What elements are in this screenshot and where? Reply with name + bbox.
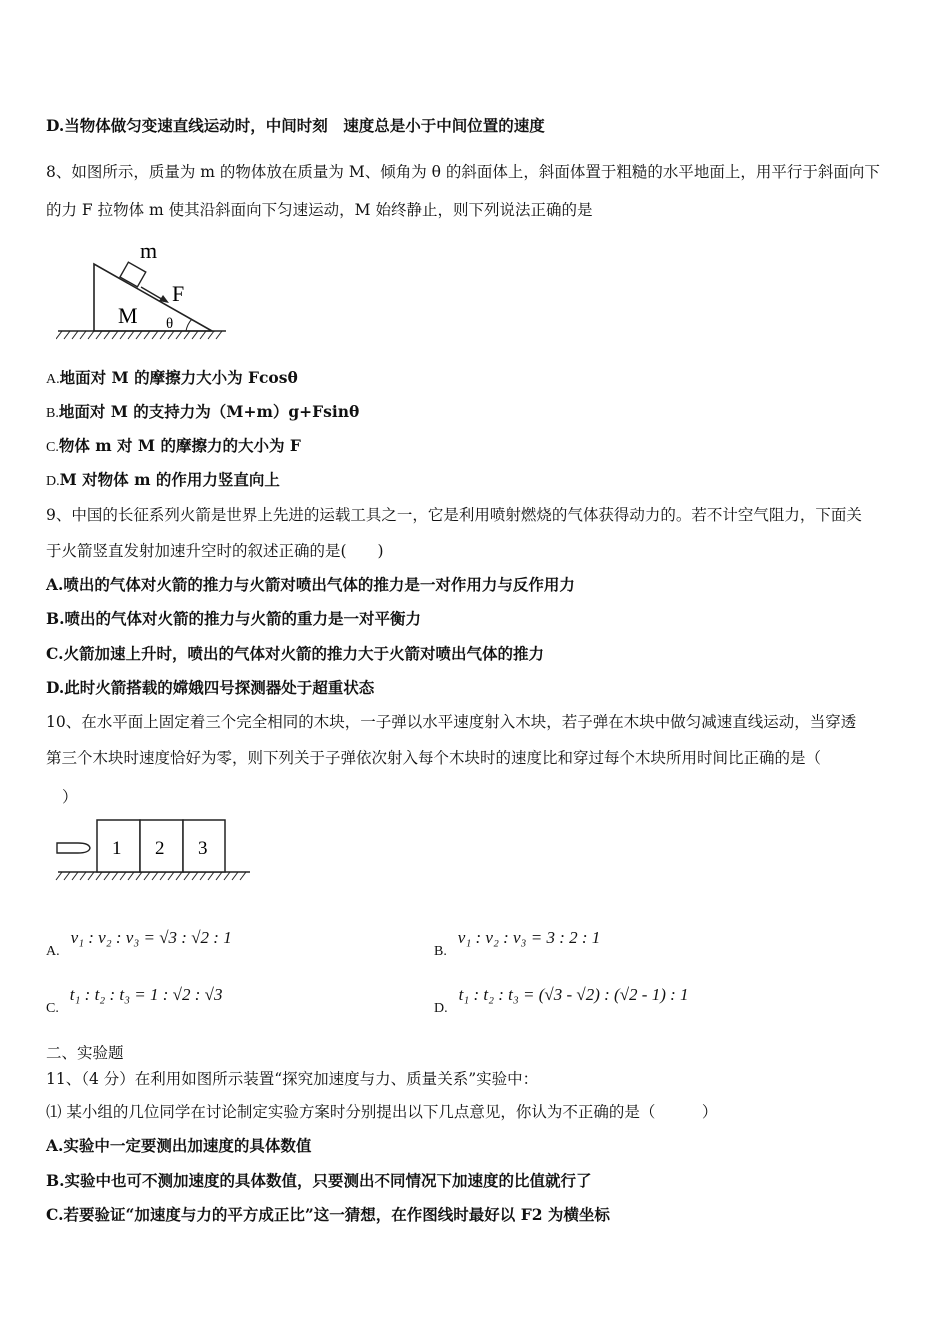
- q11-option-a: A.实验中一定要测出加速度的具体数值: [46, 1136, 312, 1155]
- q11-sub1: ⑴ 某小组的几位同学在讨论制定实验方案时分别提出以下几点意见，你认为不正确的是（ ）: [46, 1103, 718, 1121]
- block-label-3: 3: [198, 838, 208, 859]
- label-theta: θ: [166, 316, 174, 332]
- q11-option-c: C.若要验证“加速度与力的平方成正比”这一猜想，在作图线时最好以 F2 为横坐标: [46, 1205, 610, 1224]
- q10-stem-line1: 10、在水平面上固定着三个完全相同的木块，一子弹以水平速度射入木块，若子弹在木块中做匀减速直线运动，当穿透: [46, 713, 857, 731]
- blocks-figure: [54, 816, 254, 884]
- q9-option-c: C.火箭加速上升时，喷出的气体对火箭的推力大于火箭对喷出气体的推力: [46, 644, 544, 663]
- q10-option-a: A. v₁ : v₂ : v₃ = √3 : √2 : 1: [46, 928, 232, 959]
- incline-wedge: [94, 264, 212, 331]
- q8-option-a: A.地面对 M 的摩擦力大小为 Fcosθ: [46, 368, 298, 387]
- q9-stem-line1: 9、中国的长征系列火箭是世界上先进的运载工具之一，它是利用喷射燃烧的气体获得动力的。若不计空气阻力，下面关: [46, 506, 862, 524]
- q10-formula-d: t₁ : t₂ : t₃ = (√3 - √2) : (√2 - 1) : 1: [458, 985, 689, 1004]
- q10-formula-b: v₁ : v₂ : v₃ = 3 : 2 : 1: [457, 928, 601, 947]
- label-M: M: [118, 303, 138, 328]
- label-F: F: [172, 281, 185, 306]
- block-label-2: 2: [155, 838, 165, 859]
- q10-option-d: D. t₁ : t₂ : t₃ = (√3 - √2) : (√2 - 1) : 1: [434, 985, 689, 1016]
- q9-option-a: A.喷出的气体对火箭的推力与火箭对喷出气体的推力是一对作用力与反作用力: [46, 575, 575, 594]
- block-label-1: 1: [112, 838, 122, 859]
- q10-stem-line3: ）: [62, 788, 78, 806]
- q11-option-b: B.实验中也可不测加速度的具体数值，只要测出不同情况下加速度的比值就行了: [46, 1171, 592, 1190]
- q9-option-b: B.喷出的气体对火箭的推力与火箭的重力是一对平衡力: [46, 609, 421, 628]
- label-m: m: [140, 238, 158, 263]
- q8-option-c: C.物体 m 对 M 的摩擦力的大小为 F: [46, 436, 301, 455]
- incline-figure: [56, 238, 231, 344]
- q10-option-c: C. t₁ : t₂ : t₃ = 1 : √2 : √3: [46, 985, 223, 1016]
- section-title: 二、实验题: [46, 1044, 124, 1062]
- bullet: [57, 843, 90, 853]
- q8-stem-line1: 8、如图所示，质量为 m 的物体放在质量为 M、倾角为 θ 的斜面体上，斜面体置于粗糙的水平地面上，用平行于斜面向下: [46, 163, 880, 181]
- q10-formula-a: v₁ : v₂ : v₃ = √3 : √2 : 1: [70, 928, 232, 947]
- q9-stem-line2: 于火箭竖直发射加速升空时的叙述正确的是( ): [46, 542, 384, 560]
- block-m: [120, 262, 146, 287]
- q8-stem-line2: 的力 F 拉物体 m 使其沿斜面向下匀速运动，M 始终静止，则下列说法正确的是: [46, 201, 593, 219]
- q10-formula-c: t₁ : t₂ : t₃ = 1 : √2 : √3: [69, 985, 223, 1004]
- q8-option-b: B.地面对 M 的支持力为（M+m）g+Fsinθ: [46, 402, 360, 421]
- q10-stem-line2: 第三个木块时速度恰好为零，则下列关于子弹依次射入每个木块时的速度比和穿过每个木块所用时间比正确的是（: [46, 749, 822, 767]
- q7-option-d: D.当物体做匀变速直线运动时，中间时刻 速度总是小于中间位置的速度: [46, 116, 545, 135]
- q10-option-b: B. v₁ : v₂ : v₃ = 3 : 2 : 1: [434, 928, 601, 959]
- q9-option-d: D.此时火箭搭载的嫦娥四号探测器处于超重状态: [46, 678, 375, 697]
- q8-option-d: D.M 对物体 m 的作用力竖直向上: [46, 470, 280, 489]
- q11-stem: 11、（4 分）在利用如图所示装置“探究加速度与力、质量关系”实验中：: [46, 1070, 539, 1088]
